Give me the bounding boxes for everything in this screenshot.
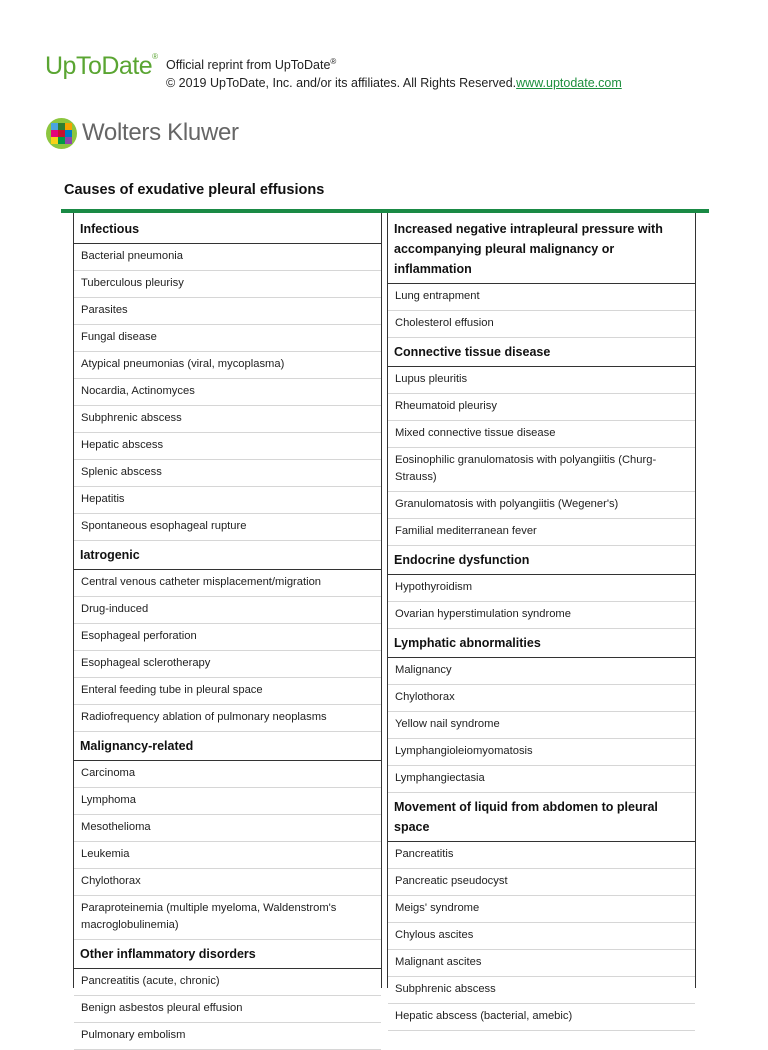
table-column-right xyxy=(387,213,696,1022)
table-row: Atypical pneumonias (viral, mycoplasma) xyxy=(74,352,381,379)
table-row: Esophageal sclerotherapy xyxy=(74,651,381,678)
table-row: Mesothelioma xyxy=(74,815,381,842)
publisher-name: Wolters Kluwer xyxy=(82,119,239,146)
table-row: Esophageal perforation xyxy=(74,624,381,651)
table-row: Chylothorax xyxy=(74,869,381,896)
table-row: Hepatitis xyxy=(74,487,381,514)
table-row: Pancreatic pseudocyst xyxy=(388,869,695,896)
table-row: Meigs' syndrome xyxy=(388,896,695,923)
table-row: Subphrenic abscess xyxy=(74,406,381,433)
table-row: Paraproteinemia (multiple myeloma, Waldenstrom's macroglobulinemia) xyxy=(74,896,381,940)
table-row: Mixed connective tissue disease xyxy=(388,421,695,448)
table-row: Fungal disease xyxy=(74,325,381,352)
table-row: Lymphoma xyxy=(74,788,381,815)
table-row: Chylothorax xyxy=(388,685,695,712)
table-row: Splenic abscess xyxy=(74,460,381,487)
table-column-left xyxy=(73,213,382,1041)
document-title: Causes of exudative pleural effusions xyxy=(64,182,325,198)
table-row: Pulmonary embolism xyxy=(74,1023,381,1050)
table-row: Nocardia, Actinomyces xyxy=(74,379,381,406)
table-row: Cholesterol effusion xyxy=(388,311,695,338)
table-row: Radiofrequency ablation of pulmonary neoplasms xyxy=(74,705,381,732)
section-heading: Iatrogenic xyxy=(74,541,381,570)
table-row: Leukemia xyxy=(74,842,381,869)
table-row: Chylous ascites xyxy=(388,923,695,950)
table-row: Malignancy xyxy=(388,658,695,685)
table-row: Malignant ascites xyxy=(388,950,695,977)
table-row: Rheumatoid pleurisy xyxy=(388,394,695,421)
table-row: Spontaneous esophageal rupture xyxy=(74,514,381,541)
section-heading: Lymphatic abnormalities xyxy=(388,629,695,658)
table-row: Lymphangioleiomyomatosis xyxy=(388,739,695,766)
section-heading: Increased negative intrapleural pressure with accompanying pleural malignancy or inflammation xyxy=(388,213,695,284)
table-row: Yellow nail syndrome xyxy=(388,712,695,739)
uptodate-logo: UpToDate® xyxy=(45,51,158,80)
section-heading: Other inflammatory disorders xyxy=(74,940,381,969)
wolters-kluwer-logo xyxy=(45,116,239,150)
table-row: Subphrenic abscess xyxy=(388,977,695,1004)
table-row: Hepatic abscess (bacterial, amebic) xyxy=(388,1004,695,1031)
table-row: Familial mediterranean fever xyxy=(388,519,695,546)
section-heading: Endocrine dysfunction xyxy=(388,546,695,575)
uptodate-link[interactable]: www.uptodate.com xyxy=(516,76,622,91)
table-row: Lymphangiectasia xyxy=(388,766,695,793)
table-row: Enteral feeding tube in pleural space xyxy=(74,678,381,705)
table-row: Pancreatitis (acute, chronic) xyxy=(74,969,381,996)
table-row: Hepatic abscess xyxy=(74,433,381,460)
section-heading: Malignancy-related xyxy=(74,732,381,761)
table-row: Granulomatosis with polyangiitis (Wegener's) xyxy=(388,492,695,519)
table-row: Benign asbestos pleural effusion xyxy=(74,996,381,1023)
causes-table xyxy=(73,213,696,1041)
section-heading: Movement of liquid from abdomen to pleural space xyxy=(388,793,695,842)
reprint-notice: Official reprint from UpToDate® © 2019 UpToDate, Inc. and/or its affiliates. All Rights Reserved.www.uptodate.com xyxy=(166,57,622,91)
table-row: Drug-induced xyxy=(74,597,381,624)
wolters-kluwer-mark-icon xyxy=(45,117,78,150)
section-heading: Connective tissue disease xyxy=(388,338,695,367)
table-row: Bacterial pneumonia xyxy=(74,244,381,271)
reprint-line-1: Official reprint from UpToDate xyxy=(166,58,331,73)
table-row: Ovarian hyperstimulation syndrome xyxy=(388,602,695,629)
section-heading: Infectious xyxy=(74,213,381,244)
table-row: Hypothyroidism xyxy=(388,575,695,602)
table-row: Tuberculous pleurisy xyxy=(74,271,381,298)
table-row: Carcinoma xyxy=(74,761,381,788)
copyright-line: © 2019 UpToDate, Inc. and/or its affiliates. All Rights Reserved. xyxy=(166,76,517,91)
table-row: Eosinophilic granulomatosis with polyangiitis (Churg-Strauss) xyxy=(388,448,695,492)
table-row: Parasites xyxy=(74,298,381,325)
table-row: Lung entrapment xyxy=(388,284,695,311)
table-row: Central venous catheter misplacement/migration xyxy=(74,570,381,597)
table-row: Lupus pleuritis xyxy=(388,367,695,394)
table-row: Pancreatitis xyxy=(388,842,695,869)
